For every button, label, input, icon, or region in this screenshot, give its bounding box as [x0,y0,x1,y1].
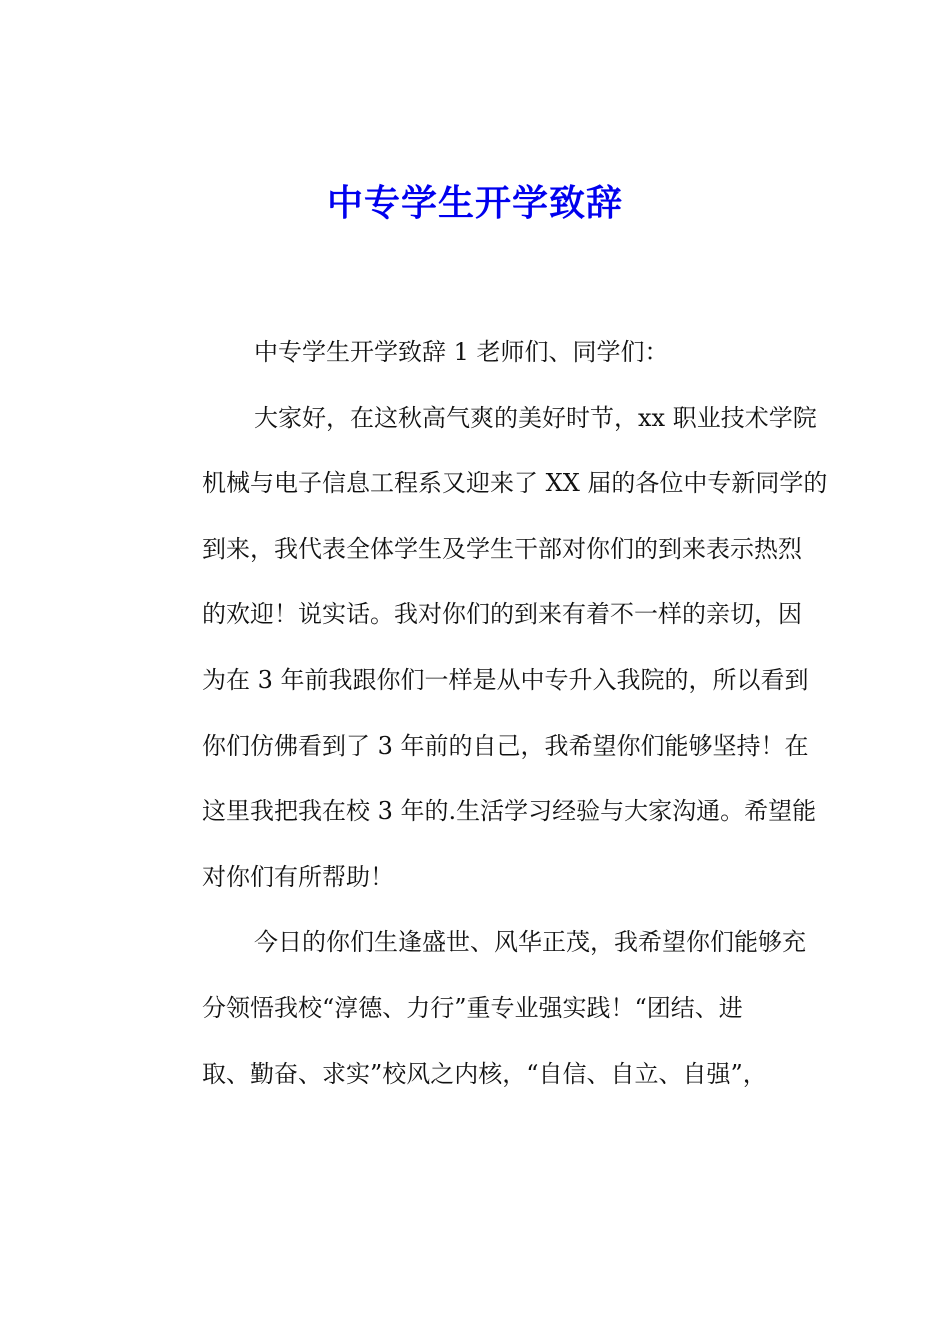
text-line: 的欢迎！说实话。我对你们的到来有着不一样的亲切，因 [202,600,802,629]
text-line: 你们仿佛看到了 3 年前的自己，我希望你们能够坚持！在 [202,731,809,760]
paragraph-greeting [150,320,805,386]
paragraph-hope [150,910,805,1107]
text-line: 今日的你们生逢盛世、风华正茂，我希望你们能够充 [254,928,806,957]
text-line: 分领悟我校“淳德、力行”重专业强实践！“团结、进 [202,993,743,1022]
text-line: 这里我把我在校 3 年的.生活学习经验与大家沟通。希望能 [202,797,817,826]
document-body [150,320,828,1107]
text-line: 机械与电子信息工程系又迎来了 XX 届的各位中专新同学的 [202,469,828,498]
text-line: 大家好，在这秋高气爽的美好时节，xx 职业技术学院 [254,403,817,432]
text-line: 取、勤奋、求实”校风之内核，“自信、自立、自强”， [202,1059,767,1088]
text-line: 为在 3 年前我跟你们一样是从中专升入我院的，所以看到 [202,665,809,694]
text-line: 中专学生开学致辞 1 老师们、同学们： [254,338,669,366]
text-line: 对你们有所帮助！ [202,862,394,891]
text-line: 到来，我代表全体学生及学生干部对你们的到来表示热烈 [202,534,802,563]
paragraph-welcome [150,386,828,911]
document-title: 中专学生开学致辞 [326,182,623,224]
